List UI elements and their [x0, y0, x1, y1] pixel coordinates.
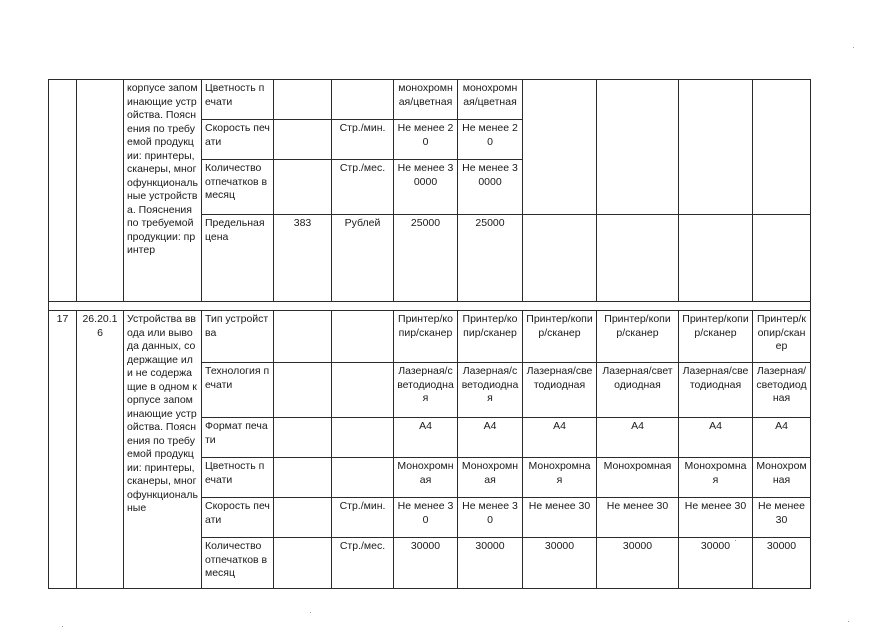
- unit-cell: [332, 80, 394, 120]
- num-cell: [49, 80, 77, 302]
- okei-code: 383: [274, 215, 332, 302]
- table-row: [49, 311, 811, 363]
- value-cell: А4: [394, 418, 458, 458]
- value-cell: 30000: [523, 538, 597, 589]
- value-cell: Лазерная/светодиодная: [679, 363, 753, 418]
- empty-cell: [753, 80, 811, 215]
- value-cell: Принтер/копир/сканер: [523, 311, 597, 363]
- unit-cell: Стр./мес.: [332, 538, 394, 589]
- value-cell: 30000: [597, 538, 679, 589]
- value-cell: Не менее 30: [597, 498, 679, 538]
- okei-code: [274, 363, 332, 418]
- okpd-cell: [77, 80, 124, 302]
- value-cell: А4: [523, 418, 597, 458]
- value-cell: Монохромная: [597, 458, 679, 498]
- scan-speck: [853, 47, 854, 48]
- unit-cell: [332, 311, 394, 363]
- okei-code: [274, 311, 332, 363]
- okei-code: [274, 498, 332, 538]
- value-cell: А4: [679, 418, 753, 458]
- characteristic-name: Технология печати: [202, 363, 274, 418]
- value-cell: Не менее 30: [458, 498, 523, 538]
- value-cell: Не менее 30: [523, 498, 597, 538]
- characteristic-name: Скорость печати: [202, 120, 274, 160]
- value-cell: Принтер/копир/сканер: [753, 311, 811, 363]
- value-cell: Монохромная: [394, 458, 458, 498]
- table-row: [49, 80, 811, 120]
- value-cell: Монохромная: [523, 458, 597, 498]
- okei-code: [274, 538, 332, 589]
- okei-code: [274, 160, 332, 215]
- unit-cell: Стр./мин.: [332, 498, 394, 538]
- separator-cell: [49, 302, 811, 311]
- value-cell: Монохромная: [679, 458, 753, 498]
- okpd-cell: 26.20.16: [77, 311, 124, 589]
- characteristic-name: Цветность печати: [202, 80, 274, 120]
- value-cell: 30000: [458, 538, 523, 589]
- okei-code: [274, 80, 332, 120]
- value-cell: Принтер/копир/сканер: [394, 311, 458, 363]
- value-cell: А4: [458, 418, 523, 458]
- value-cell: А4: [597, 418, 679, 458]
- value-cell: монохромная/цветная: [394, 80, 458, 120]
- value-cell: Не менее 30: [679, 498, 753, 538]
- value-cell: Не менее 30000: [458, 160, 523, 215]
- value-cell: Принтер/копир/сканер: [458, 311, 523, 363]
- value-cell: 25000: [394, 215, 458, 302]
- value-cell: 30000: [679, 538, 753, 589]
- value-cell: Монохромная: [458, 458, 523, 498]
- empty-cell: [679, 80, 753, 215]
- value-cell: 25000: [458, 215, 523, 302]
- okei-code: [274, 458, 332, 498]
- value-cell: 30000: [394, 538, 458, 589]
- value-cell: Не менее 30000: [394, 160, 458, 215]
- characteristic-name: Количество отпечатков в месяц: [202, 160, 274, 215]
- value-cell: Монохромная: [753, 458, 811, 498]
- scan-speck: [310, 612, 311, 613]
- unit-cell: [332, 363, 394, 418]
- requirements-table: [48, 79, 811, 589]
- unit-cell: [332, 418, 394, 458]
- value-cell: Не менее 30: [753, 498, 811, 538]
- value-cell: монохромная/цветная: [458, 80, 523, 120]
- unit-cell: Стр./мес.: [332, 160, 394, 215]
- product-description: корпусе запоминающие устройства. Пояснения по требуемой продукции: принтеры, сканеры, многофункциональные устройства. Пояснения по требуемой продукции: принтер: [124, 80, 202, 302]
- scan-speck: [62, 626, 63, 627]
- value-cell: А4: [753, 418, 811, 458]
- characteristic-name: Скорость печати: [202, 498, 274, 538]
- unit-cell: [332, 458, 394, 498]
- value-cell: Не менее 30: [394, 498, 458, 538]
- okei-code: [274, 418, 332, 458]
- value-cell: Принтер/копир/сканер: [679, 311, 753, 363]
- empty-cell: [597, 80, 679, 215]
- unit-cell: Стр./мин.: [332, 120, 394, 160]
- characteristic-name: Количество отпечатков в месяц: [202, 538, 274, 589]
- section-separator: [49, 302, 811, 311]
- value-cell: Лазерная/светодиодная: [523, 363, 597, 418]
- product-description: Устройства ввода или вывода данных, содержащие или не содержащие в одном корпусе запоминающие устройства. Пояснения по требуемой продукции: принтеры, сканеры, многофункциональные: [124, 311, 202, 589]
- value-cell: Не менее 20: [458, 120, 523, 160]
- value-cell: Лазерная/светодиодная: [597, 363, 679, 418]
- unit-cell: Рублей: [332, 215, 394, 302]
- empty-cell: [679, 215, 753, 302]
- empty-cell: [753, 215, 811, 302]
- scan-speck: [735, 540, 736, 541]
- value-cell: Лазерная/светодиодная: [458, 363, 523, 418]
- characteristic-name: Предельная цена: [202, 215, 274, 302]
- value-cell: Не менее 20: [394, 120, 458, 160]
- empty-cell: [523, 80, 597, 215]
- scan-speck: [848, 621, 849, 622]
- value-cell: 30000: [753, 538, 811, 589]
- num-cell: 17: [49, 311, 77, 589]
- empty-cell: [523, 215, 597, 302]
- empty-cell: [597, 215, 679, 302]
- value-cell: Лазерная/светодиодная: [394, 363, 458, 418]
- value-cell: Принтер/копир/сканер: [597, 311, 679, 363]
- value-cell: Лазерная/светодиодная: [753, 363, 811, 418]
- characteristic-name: Формат печати: [202, 418, 274, 458]
- okei-code: [274, 120, 332, 160]
- characteristic-name: Цветность печати: [202, 458, 274, 498]
- characteristic-name: Тип устройства: [202, 311, 274, 363]
